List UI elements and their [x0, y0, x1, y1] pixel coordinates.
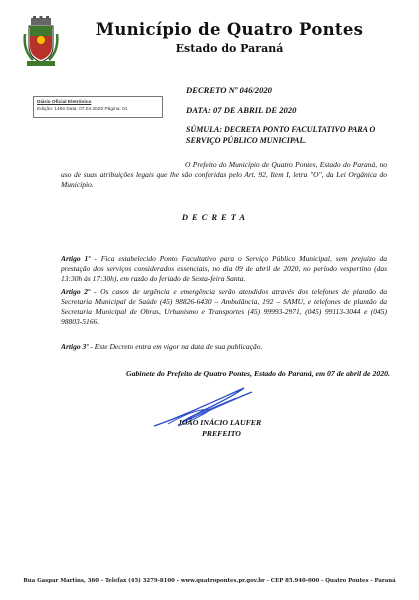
official-journal-stamp — [33, 96, 163, 118]
article-3-label: Artigo 3º — [61, 342, 89, 351]
article-2-text: - Os casos de urgência e emergência serão atendidos através dos telefones de plantão da Secretaria Municipal de Saúde (45) 98826-6430 – Ambulância, 192 – SAMU, e telefones de plantão da Secretaria Municipal de Obras, Urbanismo e Transportes (45) 99993-2971, (045) 99113-3044 e (045) 98803-5166. — [61, 287, 387, 326]
decree-summary: SÚMULA: DECRETA PONTO FACULTATIVO PARA O SERVIÇO PÚBLICO MUNICIPAL. — [186, 125, 376, 145]
official-journal-edition: Edição: 1466 Data: 07.04.2020 Página: 01 — [37, 107, 128, 112]
municipality-name: Município de Quatro Pontes — [95, 20, 364, 39]
article-2 — [61, 287, 387, 327]
state-name: Estado do Paraná — [175, 42, 284, 55]
article-1-text: - Fica estabelecido Ponto Facultativo para o Serviço Público Municipal, sem prejuízo da prestação dos serviços considerados essenciais, no dia 09 de abril de 2020, no período vespertino (das 13:30h às 17:30h), em razão do feriado de Sexta-feira Santa. — [61, 254, 387, 283]
decree-date: DATA: 07 DE ABRIL DE 2020 — [186, 105, 297, 115]
signer-name: JOÃO INÁCIO LAUFER — [178, 418, 262, 427]
article-1 — [61, 254, 387, 284]
article-3 — [61, 342, 387, 352]
official-journal-title: Diário Oficial Eletrônico — [37, 100, 92, 105]
decree-preamble: O Prefeito do Município de Quatro Pontes, Estado do Paraná, no uso de suas atribuições legais que lhe são conferidas pelo Art. 92, Item I, letra "O", da Lei Orgânica do Município. — [61, 160, 387, 189]
gabinete-closing: Gabinete do Prefeito de Quatro Pontes, Estado do Paraná, em 07 de abril de 2020. — [126, 369, 390, 378]
decree-number: DECRETO Nº 046/2020 — [186, 85, 272, 95]
footer-address: Rua Gaspar Martins, 360 - Telefax (45) 3279-8100 - www.quatropontes.pr.gov.br - CEP 85.940-000 - Quatro Pontes - Paraná — [23, 578, 396, 584]
signer-role: PREFEITO — [202, 429, 241, 438]
decreta-heading: DECRETA — [181, 212, 250, 222]
article-1-label: Artigo 1º — [61, 254, 91, 263]
article-3-text: - Este Decreto entra em vigor na data de sua publicação. — [88, 342, 263, 351]
article-2-label: Artigo 2º — [61, 287, 91, 296]
